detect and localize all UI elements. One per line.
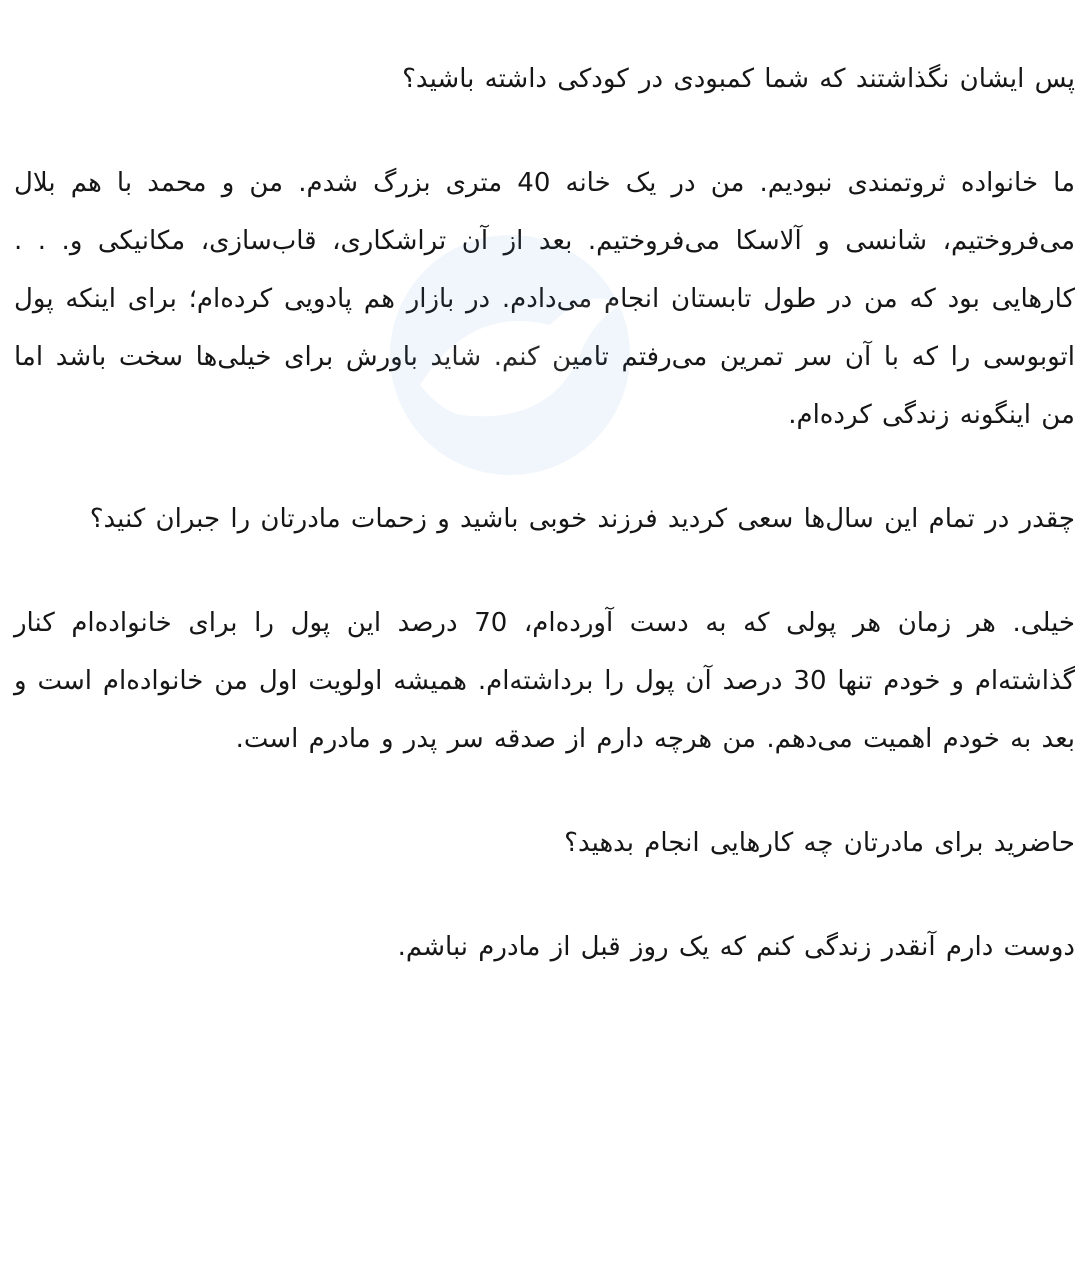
question-2: چقدر در تمام این سال‌ها سعی کردید فرزند خوبی باشید و زحمات مادرتان را جبران کنید؟ <box>89 504 1075 534</box>
question-1: پس ایشان نگذاشتند که شما کمبودی در کودکی داشته باشید؟ <box>402 64 1075 94</box>
question-3: حاضرید برای مادرتان چه کارهایی انجام بدهید؟ <box>564 828 1075 858</box>
answer-1: ما خانواده ثروتمندی نبودیم. من در یک خانه 40 متری بزرگ شدم. من و محمد با هم بلال می‌فروختیم، شانسی و آلاسکا می‌فروختیم. بعد از آن تراشکاری، قاب‌سازی، مکانیکی و. . . کارهایی بود که من در طول تابستان انجام می‌دادم. در بازار هم پادویی کرده‌ام؛ برای اینکه پول اتوبوسی را که با آن سر تمرین می‌رفتم تامین کنم. شاید باورش برای خیلی‌ها سخت باشد اما من اینگونه زندگی کرده‌ام. <box>14 168 1075 430</box>
answer-2: خیلی. هر زمان هر پولی که به دست آورده‌ام، 70 درصد این پول را برای خانواده‌ام کنار گذاشته‌ام و خودم تنها 30 درصد آن پول را برداشته‌ام. همیشه اولویت اول من خانواده‌ام است و بعد به خودم اهمیت می‌دهم. من هرچه دارم از صدقه سر پدر و مادرم است. <box>14 608 1075 754</box>
answer-3: دوست دارم آنقدر زندگی کنم که یک روز قبل از مادرم نباشم. <box>397 932 1075 962</box>
